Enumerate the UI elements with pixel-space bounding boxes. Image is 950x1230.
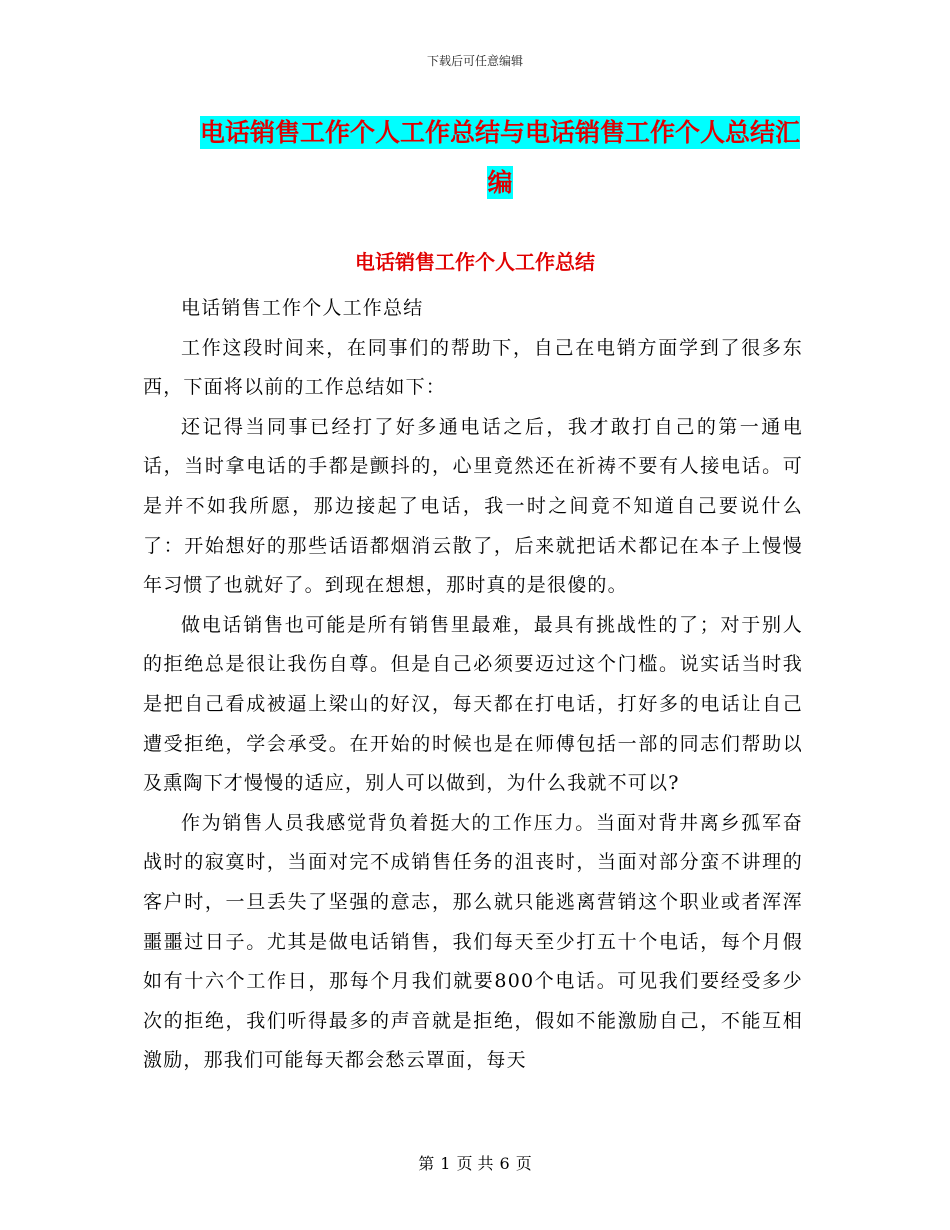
document-title [190, 108, 810, 208]
paragraph: 做电话销售也可能是所有销售里最难，最具有挑战性的了；对于别人的拒绝总是很让我伤自尊。但是自己必须要迈过这个门槛。说实话当时我是把自己看成被逼上梁山的好汉，每天都在打电话，打好多的电话让自己遭受拒绝，学会承受。在开始的时候也是在师傅包括一部的同志们帮助以及熏陶下才慢慢的适应，别人可以做到，为什么我就不可以? [143, 613, 803, 795]
header-note: 下载后可任意编辑 [426, 54, 523, 68]
page-footer [0, 1153, 950, 1175]
page-total: 6 [499, 1154, 510, 1173]
document-body [143, 289, 803, 1081]
page-suffix: 页 [515, 1154, 532, 1173]
section-title: 电话销售工作个人工作总结 [355, 250, 595, 274]
paragraph: 还记得当同事已经打了好多通电话之后，我才敢打自己的第一通电话，当时拿电话的手都是颤抖的，心里竟然还在祈祷不要有人接电话。可是并不如我所愿，那边接起了电话，我一时之间竟不知道自己要说什么了：开始想好的那些话语都烟消云散了，后来就把话术都记在本子上慢慢年习惯了也就好了。到现在想想，那时真的是很傻的。 [143, 415, 803, 597]
paragraph: 作为销售人员我感觉背负着挺大的工作压力。当面对背井离乡孤军奋战时的寂寞时，当面对完不成销售任务的沮丧时，当面对部分蛮不讲理的客户时，一旦丢失了坚强的意志，那么就只能逃离营销这个职业或者浑浑噩噩过日子。尤其是做电话销售，我们每天至少打五十个电话，每个月假如有十六个工作日，那每个月我们就要800个电话。可见我们要经受多少次的拒绝，我们听得最多的声音就是拒绝，假如不能激励自己，不能互相激励，那我们可能每天都会愁云罩面，每天 [143, 811, 803, 1072]
paragraph: 电话销售工作个人工作总结 [181, 297, 424, 319]
document-title-text: 电话销售工作个人工作总结与电话销售工作个人总结汇编 [199, 118, 800, 197]
page-prefix: 第 [418, 1154, 435, 1173]
page-middle: 页 共 [456, 1154, 494, 1173]
paragraph: 工作这段时间来，在同事们的帮助下，自己在电销方面学到了很多东西，下面将以前的工作总结如下： [143, 336, 803, 399]
page-number: 1 [440, 1154, 451, 1173]
